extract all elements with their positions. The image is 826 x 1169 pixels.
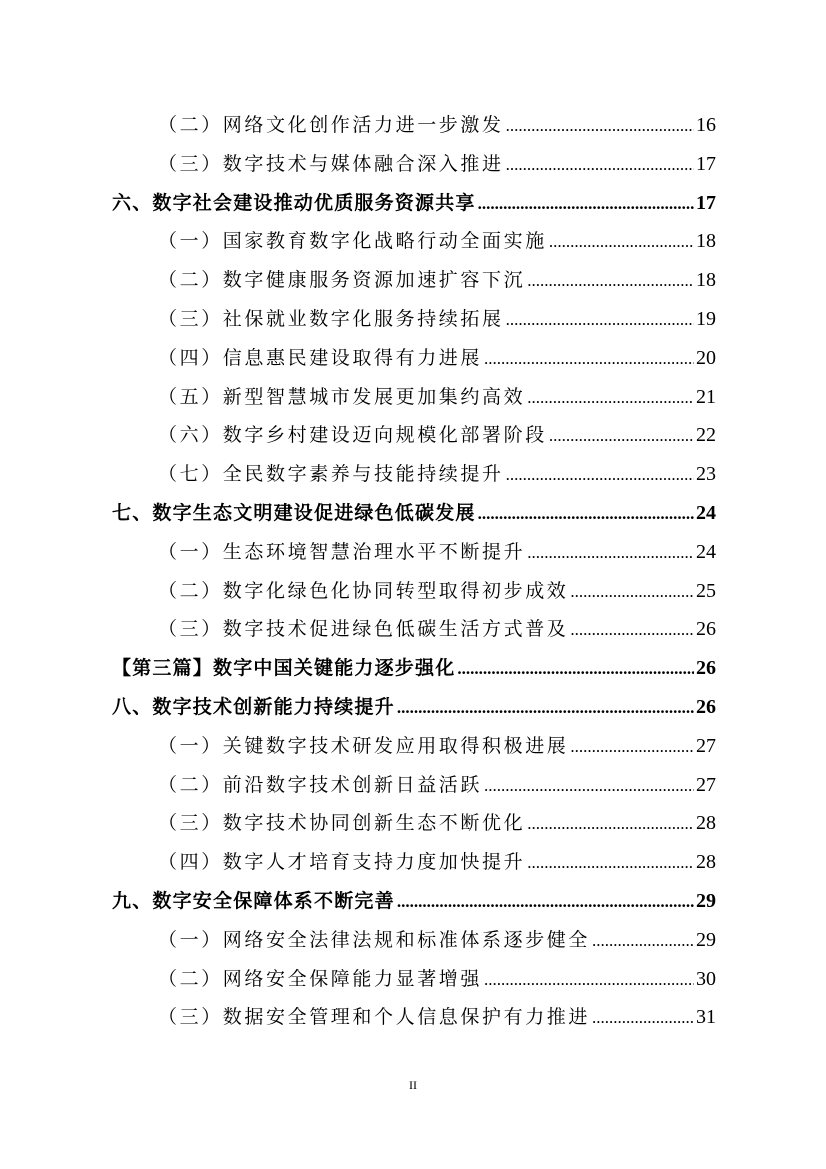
toc-entry-title: （三）数字技术与媒体融合深入推进 bbox=[158, 152, 504, 175]
toc-section-entry[interactable] bbox=[0, 184, 716, 223]
toc-dot-leader bbox=[570, 611, 694, 650]
toc-page-number: 28 bbox=[696, 812, 716, 835]
page-number: II bbox=[409, 1078, 417, 1092]
toc-subsection-entry[interactable] bbox=[0, 416, 716, 455]
toc-subsection-entry[interactable] bbox=[0, 960, 716, 999]
toc-subsection-entry[interactable] bbox=[0, 804, 716, 843]
toc-dot-leader bbox=[478, 495, 694, 534]
toc-subsection-entry[interactable] bbox=[0, 610, 716, 649]
toc-entry-title: （一）关键数字技术研发应用取得积极进展 bbox=[158, 734, 569, 757]
toc-dot-leader bbox=[527, 805, 694, 844]
toc-page-number: 17 bbox=[696, 152, 716, 175]
toc-dot-leader bbox=[527, 534, 694, 573]
toc-subsection-entry[interactable] bbox=[0, 300, 716, 339]
toc-entry-title: （一）国家教育数字化战略行动全面实施 bbox=[158, 230, 547, 253]
toc-dot-leader bbox=[397, 689, 694, 728]
toc-dot-leader bbox=[592, 922, 694, 961]
toc-entry-title: （七）全民数字素养与技能持续提升 bbox=[158, 463, 504, 486]
toc-dot-leader bbox=[397, 883, 694, 922]
toc-dot-leader bbox=[457, 650, 694, 689]
toc-entry-title: （六）数字乡村建设迈向规模化部署阶段 bbox=[158, 424, 547, 447]
toc-subsection-entry[interactable] bbox=[0, 998, 716, 1037]
toc-entry-title: （二）前沿数字技术创新日益活跃 bbox=[158, 773, 483, 796]
toc-entry-title: （四）数字人才培育支持力度加快提升 bbox=[158, 851, 526, 874]
toc-entry-title: （五）新型智慧城市发展更加集约高效 bbox=[158, 385, 526, 408]
toc-page-number: 18 bbox=[696, 230, 716, 253]
toc-section-entry[interactable] bbox=[0, 882, 716, 921]
toc-dot-leader bbox=[506, 456, 694, 495]
toc-subsection-entry[interactable] bbox=[0, 339, 716, 378]
toc-page-number: 26 bbox=[696, 695, 716, 718]
toc-subsection-entry[interactable] bbox=[0, 106, 716, 145]
toc-dot-leader bbox=[484, 767, 694, 806]
toc-page-number: 26 bbox=[696, 618, 716, 641]
toc-dot-leader bbox=[570, 728, 694, 767]
toc-entry-title: 八、数字技术创新能力持续提升 bbox=[112, 695, 395, 718]
toc-entry-title: 六、数字社会建设推动优质服务资源共享 bbox=[112, 191, 476, 214]
toc-page-number: 23 bbox=[696, 463, 716, 486]
toc-page-number: 27 bbox=[696, 773, 716, 796]
toc-subsection-entry[interactable] bbox=[0, 145, 716, 184]
toc-page-number: 20 bbox=[696, 346, 716, 369]
toc-dot-leader bbox=[549, 417, 694, 456]
toc-section-entry[interactable] bbox=[0, 494, 716, 533]
toc-subsection-entry[interactable] bbox=[0, 727, 716, 766]
toc-page-number: 16 bbox=[696, 114, 716, 136]
toc-entry-title: （一）生态环境智慧治理水平不断提升 bbox=[158, 540, 526, 563]
toc-entry-title: 七、数字生态文明建设促进绿色低碳发展 bbox=[112, 501, 476, 524]
toc-entry-title: （三）数字技术协同创新生态不断优化 bbox=[158, 812, 526, 835]
toc-subsection-entry[interactable] bbox=[0, 843, 716, 882]
toc-page-number: 29 bbox=[696, 928, 716, 951]
toc-page-number: 25 bbox=[696, 579, 716, 602]
toc-dot-leader bbox=[527, 844, 694, 883]
toc-entry-title: （四）信息惠民建设取得有力进展 bbox=[158, 346, 483, 369]
toc-subsection-entry[interactable] bbox=[0, 455, 716, 494]
toc-dot-leader bbox=[506, 146, 694, 185]
table-of-contents bbox=[0, 106, 826, 1037]
toc-page-number: 19 bbox=[696, 307, 716, 330]
toc-page-number: 31 bbox=[696, 1006, 716, 1029]
toc-page-number: 29 bbox=[696, 889, 716, 912]
toc-entry-title: 【第三篇】数字中国关键能力逐步强化 bbox=[112, 657, 456, 680]
toc-dot-leader bbox=[527, 379, 694, 418]
toc-entry-title: （二）网络文化创作活力进一步激发 bbox=[158, 114, 504, 136]
toc-dot-leader bbox=[484, 340, 694, 379]
toc-dot-leader bbox=[506, 301, 694, 340]
toc-subsection-entry[interactable] bbox=[0, 261, 716, 300]
toc-entry-title: （三）数据安全管理和个人信息保护有力推进 bbox=[158, 1006, 591, 1029]
toc-dot-leader bbox=[570, 573, 694, 612]
toc-section-entry[interactable] bbox=[0, 688, 716, 727]
toc-entry-title: （三）社保就业数字化服务持续拓展 bbox=[158, 307, 504, 330]
toc-page-number: 18 bbox=[696, 269, 716, 292]
toc-subsection-entry[interactable] bbox=[0, 378, 716, 417]
toc-dot-leader bbox=[592, 999, 694, 1038]
toc-subsection-entry[interactable] bbox=[0, 533, 716, 572]
toc-page-number: 26 bbox=[696, 657, 716, 680]
toc-dot-leader bbox=[506, 107, 694, 146]
toc-dot-leader bbox=[484, 961, 694, 1000]
toc-entry-title: （二）数字健康服务资源加速扩容下沉 bbox=[158, 269, 526, 292]
toc-dot-leader bbox=[549, 223, 694, 262]
toc-page-number: 17 bbox=[696, 191, 716, 214]
toc-subsection-entry[interactable] bbox=[0, 921, 716, 960]
toc-entry-title: （一）网络安全法律法规和标准体系逐步健全 bbox=[158, 928, 591, 951]
toc-entry-title: 九、数字安全保障体系不断完善 bbox=[112, 889, 395, 912]
toc-entry-title: （二）网络安全保障能力显著增强 bbox=[158, 967, 483, 990]
toc-page-number: 30 bbox=[696, 967, 716, 990]
toc-dot-leader bbox=[527, 262, 694, 301]
toc-subsection-entry[interactable] bbox=[0, 222, 716, 261]
toc-entry-title: （三）数字技术促进绿色低碳生活方式普及 bbox=[158, 618, 569, 641]
toc-page-number: 27 bbox=[696, 734, 716, 757]
toc-page-number: 28 bbox=[696, 851, 716, 874]
toc-subsection-entry[interactable] bbox=[0, 766, 716, 805]
toc-section-entry[interactable] bbox=[0, 649, 716, 688]
toc-page-number: 21 bbox=[696, 385, 716, 408]
toc-subsection-entry[interactable] bbox=[0, 572, 716, 611]
toc-page-number: 24 bbox=[696, 540, 716, 563]
toc-entry-title: （二）数字化绿色化协同转型取得初步成效 bbox=[158, 579, 569, 602]
toc-page-number: 24 bbox=[696, 501, 716, 524]
toc-dot-leader bbox=[478, 185, 694, 224]
toc-page-number: 22 bbox=[696, 424, 716, 447]
